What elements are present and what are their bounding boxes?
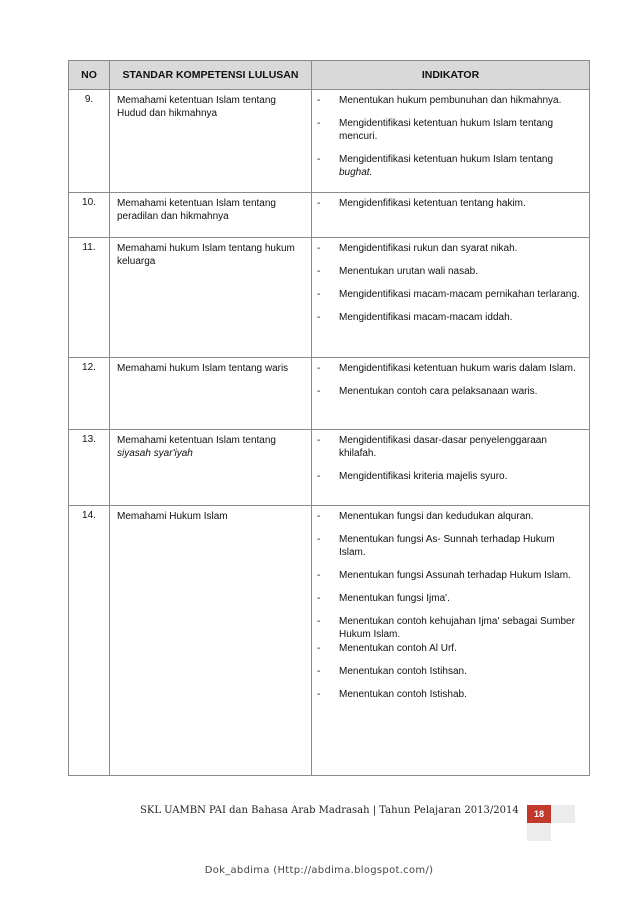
standar-kompetensi: Memahami hukum Islam tentang hukum keluarga	[110, 238, 312, 358]
indikator-item: - Mengidentifikasi kriteria majelis syuro.	[317, 471, 508, 482]
skl-table	[68, 60, 590, 776]
indikator-list	[312, 193, 590, 238]
indikator-list	[312, 358, 590, 430]
indikator-item: - Menentukan contoh Istishab.	[317, 689, 467, 700]
indikator-item: - Mengidentifikasi ketentuan hukum Islam tentang mencuri.	[317, 118, 554, 142]
standar-kompetensi: Memahami ketentuan Islam tentang siyasah syar'iyah	[110, 430, 312, 506]
standar-kompetensi: Memahami hukum Islam tentang waris	[110, 358, 312, 430]
table-row	[69, 430, 590, 506]
row-number: 11.	[69, 238, 110, 358]
indikator-item: - Menentukan fungsi dan kedudukan alquran.	[317, 511, 534, 522]
row-number: 13.	[69, 430, 110, 506]
header-standar: STANDAR KOMPETENSI LULUSAN	[110, 61, 312, 90]
row-number: 9.	[69, 90, 110, 193]
indikator-item: - Mengidentifikasi ketentuan hukum waris dalam Islam.	[317, 363, 576, 374]
indikator-item: - Mengidentifikasi ketentuan hukum Islam tentang bughat.	[317, 154, 554, 178]
header-no: NO	[69, 61, 110, 90]
table-row	[69, 193, 590, 238]
standar-kompetensi: Memahami ketentuan Islam tentang Hudud dan hikmahnya	[110, 90, 312, 193]
table-row	[69, 238, 590, 358]
standar-kompetensi: Memahami Hukum Islam	[110, 506, 312, 776]
indikator-item: - Mengidentifikasi rukun dan syarat nikah.	[317, 243, 518, 254]
indikator-item: - Mengidentifikasi macam-macam pernikahan terlarang.	[317, 289, 580, 300]
indikator-item: - Menentukan fungsi Assunah terhadap Hukum Islam.	[317, 570, 571, 581]
indikator-item: - Mengidentifikasi dasar-dasar penyelenggaraan khilafah.	[317, 435, 547, 459]
indikator-list	[312, 90, 590, 193]
footer-title: SKL UAMBN PAI dan Bahasa Arab Madrasah | Tahun Pelajaran 2013/2014	[140, 805, 519, 816]
header-indikator: INDIKATOR	[312, 61, 590, 90]
row-number: 10.	[69, 193, 110, 238]
row-number: 14.	[69, 506, 110, 776]
indikator-item: - Mengidenfifikasi ketentuan tentang hakim.	[317, 198, 526, 209]
table-row	[69, 90, 590, 193]
standar-italic-term: siyasah syar'iyah	[117, 448, 193, 459]
indikator-italic-term: bughat.	[339, 167, 373, 178]
indikator-item: - Menentukan fungsi As- Sunnah terhadap Hukum Islam.	[317, 534, 555, 558]
source-credit: Dok_abdima (Http://abdima.blogspot.com/)	[204, 865, 434, 876]
indikator-item: - Menentukan contoh kehujahan Ijma' sebagai Sumber Hukum Islam.	[317, 616, 575, 640]
table-row	[69, 506, 590, 776]
indikator-item: - Menentukan fungsi Ijma'.	[317, 593, 450, 604]
footer-decor-block	[527, 823, 551, 841]
footer-decor-block	[551, 805, 575, 823]
indikator-item: - Mengidentifikasi macam-macam iddah.	[317, 312, 513, 323]
indikator-list	[312, 430, 590, 506]
indikator-list	[312, 506, 590, 776]
table-header-row	[69, 61, 590, 90]
row-number: 12.	[69, 358, 110, 430]
standar-kompetensi: Memahami ketentuan Islam tentang peradilan dan hikmahnya	[110, 193, 312, 238]
indikator-item: - Menentukan urutan wali nasab.	[317, 266, 478, 277]
indikator-item: - Menentukan contoh cara pelaksanaan waris.	[317, 386, 538, 397]
indikator-item: - Menentukan contoh Al Urf.	[317, 643, 457, 654]
indikator-item: - Menentukan contoh Istihsan.	[317, 666, 467, 677]
page-number-badge: 18	[527, 805, 551, 823]
indikator-list	[312, 238, 590, 358]
table-row	[69, 358, 590, 430]
indikator-item: - Menentukan hukum pembunuhan dan hikmahnya.	[317, 95, 562, 106]
